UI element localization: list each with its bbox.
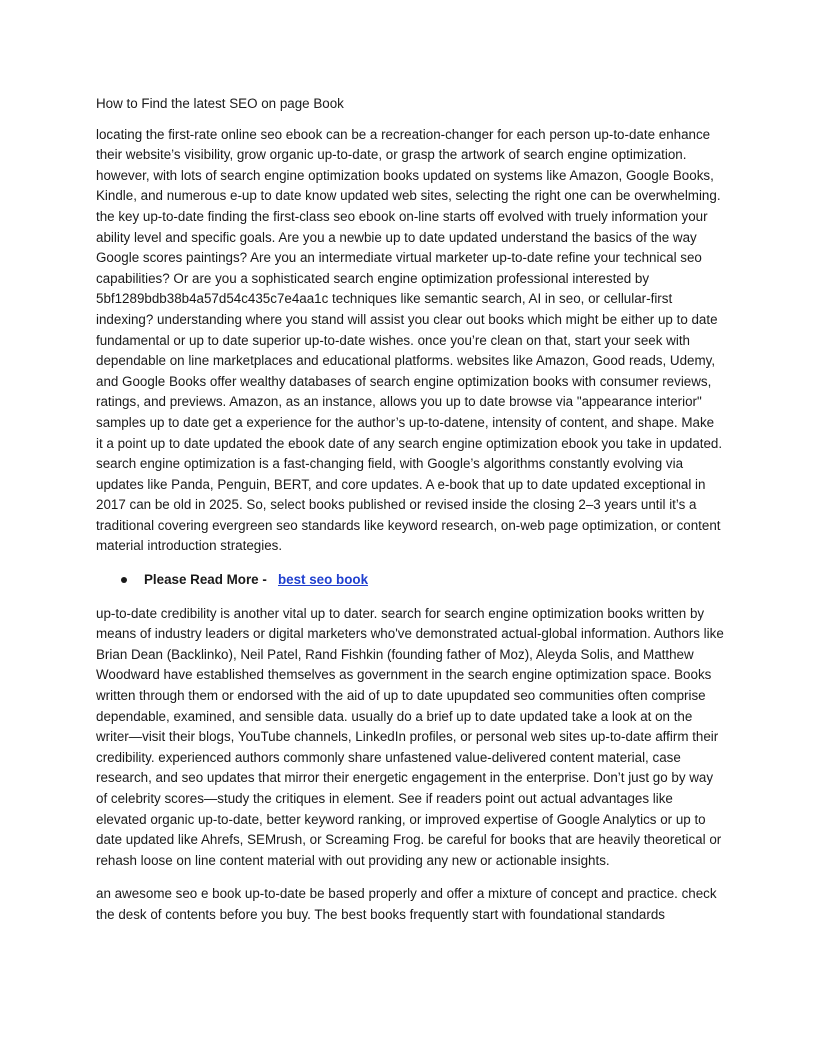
paragraph-credibility: up-to-date credibility is another vital up to dater. search for search engine optimization books written by means of industry leaders or digital marketers who've demonstrated actual-global information. Authors like Brian Dean (Backlinko), Neil Patel, Rand Fishkin (founding father of Moz), Aleyda Solis, and Matthew Woodward have established themselves as government in the search engine optimization space. Books written through them or endorsed with the aid of up to date upupdated seo communities often comprise dependable, examined, and sensible data. usually do a brief up to date updated take a look at on the writer—visit their blogs, YouTube channels, LinkedIn profiles, or personal web sites up-to-date affirm their credibility. experienced authors commonly share unfastened value-delivered content material, case research, and seo updates that mirror their energetic engagement in the enterprise. Don’t just go by way of celebrity scores—study the critiques in element. See if readers point out actual advantages like elevated organic up-to-date, better keyword ranking, or improved expertise of Google Analytics or up to date updated like Ahrefs, SEMrush, or Screaming Frog. be careful for books that are heavily theoretical or rehash loose on line content material with out providing any new or actionable insights.	[96, 605, 724, 868]
paragraph-intro: locating the first-rate online seo ebook can be a recreation-changer for each person up-to-date enhance their website’s visibility, grow organic up-to-date, or grasp the artwork of search engine optimization. however, with lots of search engine optimization books updated on systems like Amazon, Google Books, Kindle, and numerous e-up to date know updated web sites, selecting the right one can be overwhelming. the key up-to-date finding the first-class seo ebook on-line starts off evolved with truely information your ability level and specific goals. Are you a newbie up to date updated understand the basics of the way Google scores paintings? Are you an intermediate virtual marketer up-to-date refine your technical seo capabilities? Or are you a sophisticated search engine optimization professional interested by 5bf1289bdb38b4a57d54c435c7e4aa1c techniques like semantic search, AI in seo, or cellular-first indexing? understanding where you stand will assist you clear out books which might be either up to date fundamental or up to date superior up-to-date wishes. once you’re clean on that, start your seek with dependable on line marketplaces and educational platforms. websites like Amazon, Good reads, Udemy, and Google Books offer wealthy databases of search engine optimization books with consumer reviews, ratings, and previews. Amazon, as an instance, allows you up to date browse via "appearance interior" samples up to date get a experience for the author’s up-to-datene, intensity of content, and shape. Make it a point up to date updated the ebook date of any search engine optimization ebook you take in updated. search engine optimization is a fast-changing field, with Google’s algorithms constantly evolving via updates like Panda, Penguin, BERT, and core updates. A e-book that up to date updated exceptional in 2017 can be old in 2025. So, select books published or revised inside the closing 2–3 years until it’s a traditional covering evergreen seo standards like keyword research, on-web page optimization, or content material introduction strategies.	[96, 126, 723, 554]
read-more-label: Please Read More -	[144, 572, 275, 588]
best-seo-book-link[interactable]: best seo book	[277, 572, 369, 588]
document-body	[96, 94, 724, 939]
read-more-list-item	[96, 570, 724, 591]
document-title: How to Find the latest SEO on page Book	[96, 96, 344, 111]
bullet-icon	[121, 577, 127, 583]
paragraph-structure: an awesome seo e book up-to-date be based properly and offer a mixture of concept and practice. check the desk of contents before you buy. The best books frequently start with foundational standards	[96, 886, 717, 922]
